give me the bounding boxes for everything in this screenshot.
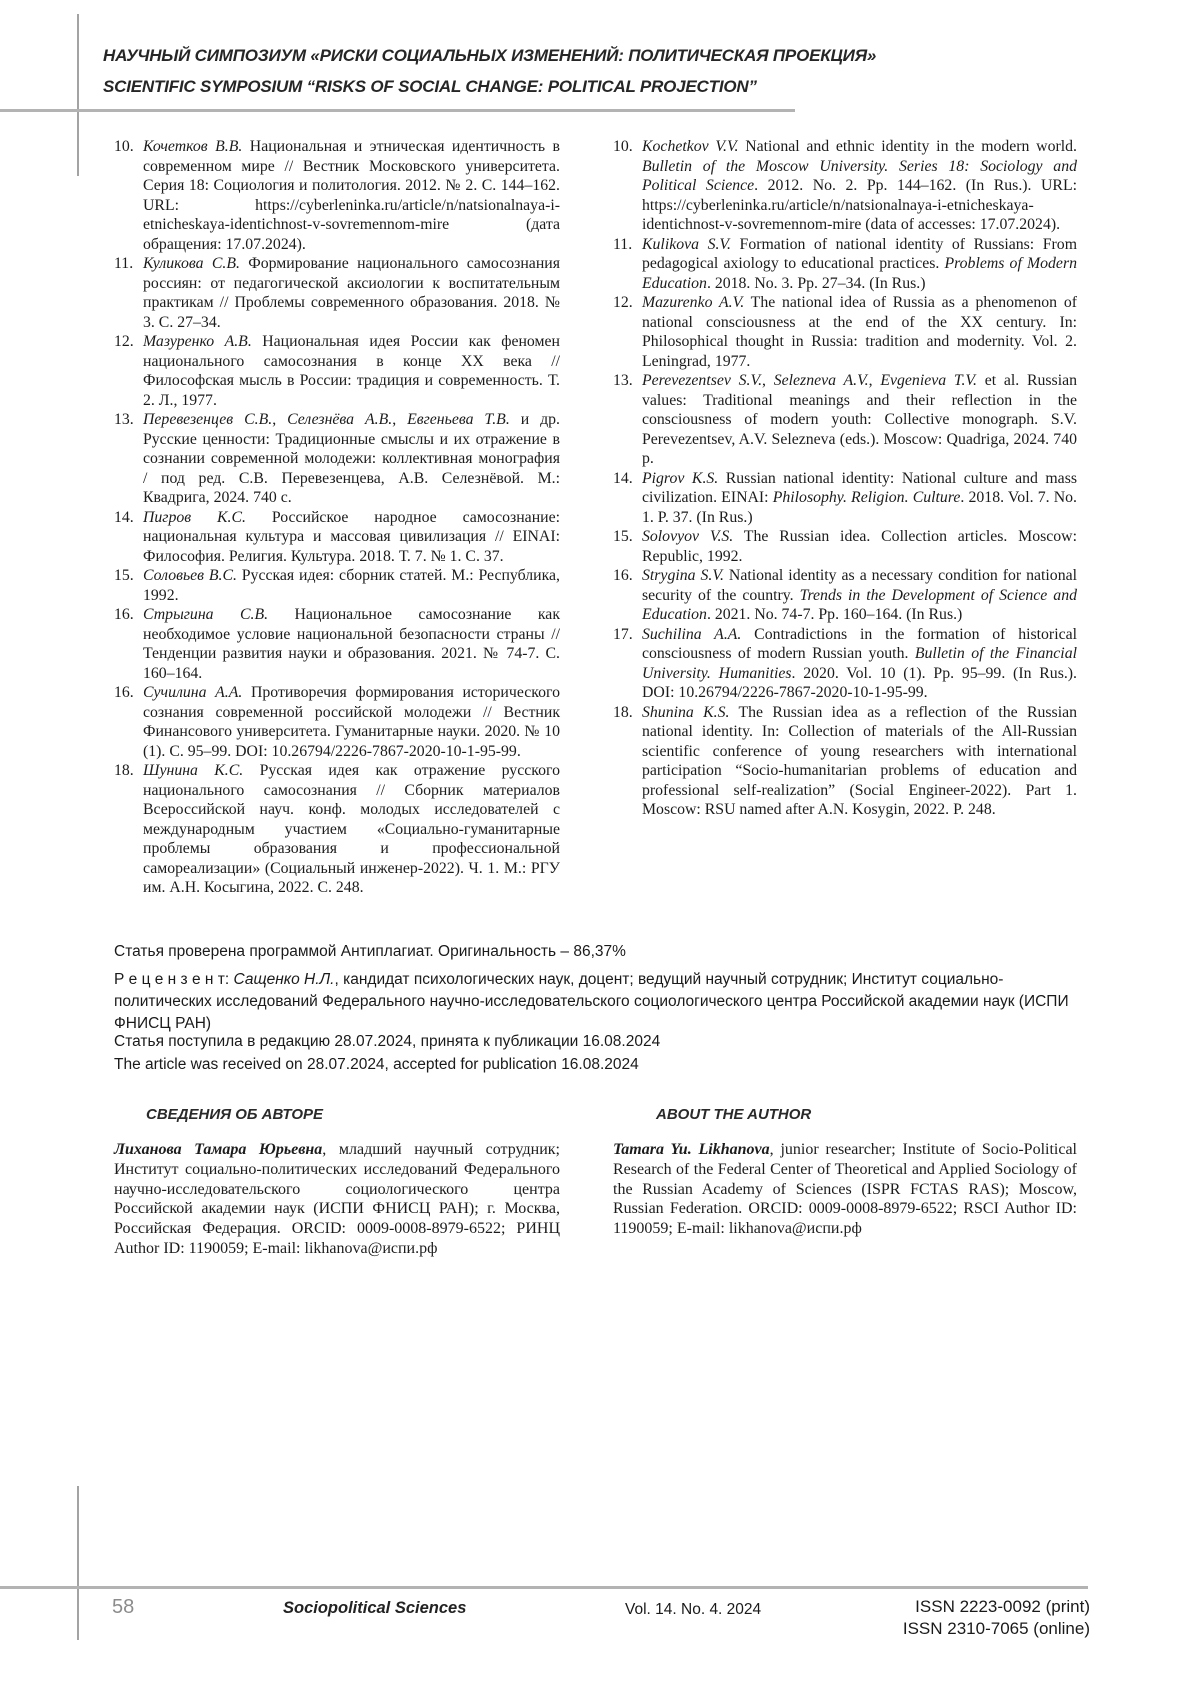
text-segment: Соловьев В.С. [143, 567, 237, 584]
reviewer-note [114, 969, 1096, 1035]
text-segment: , кандидат психологических наук, доцент; ведущий научный сотрудник; Институт социально-политических исследований Федерального научно-исследовательского социологического центра Российской академии наук (ИСПИ ФНИСЦ РАН) [114, 971, 1069, 1032]
reference-item [613, 703, 1077, 820]
reference-number: 10. [613, 138, 633, 155]
reference-item [114, 605, 560, 683]
volume-info: Vol. 14. No. 4. 2024 [625, 1601, 762, 1618]
reference-number: 11. [613, 235, 633, 253]
text-segment: et al. Russian values: Traditional meanings and their reflection in the consciousness of modern youth: Collective monograph. S.V. Perevezentsev, A.V. Selezneva (eds.). Moscow: Quadriga, 2024. 740 p. [642, 372, 1078, 467]
received-date-ru: Статья поступила в редакцию 28.07.2024, принята к публикации 16.08.2024 [114, 1033, 661, 1050]
text-segment: Национальное самосознание как необходимое условие национальной безопасности страны // Тенденции развития науки и образования. 2021. № 74-7. С. 160–164. [143, 606, 560, 682]
text-segment: , младший научный сотрудник; Институт социально-политических исследований Федерального научно-исследовательского социологического центра Российской академии наук (ИСПИ ФНИСЦ РАН); г. Москва, Российская Федерация. ORCID: 0009-0008-8979-6522; РИНЦ Author ID: 1190059; E-mail: likhanova@испи.рф [114, 1141, 560, 1257]
reference-number: 13. [114, 411, 134, 428]
text-segment: Р е ц е н з е н т: [114, 971, 234, 988]
issn-online: ISSN 2310-7065 (online) [902, 1619, 1090, 1638]
about-author-headings [114, 1106, 1077, 1123]
text-segment: The Russian idea as a reflection of the Russian national identity. In: Collection of materials of the All-Russian scientific conference of young researchers with international participation “Socio-humanitarian problems of education and professional self-realization” (Social Engineer-2022). Part 1. Moscow: RSU named after A.N. Kosygin, 2022. P. 248. [642, 703, 1077, 818]
reference-number: 17. [613, 625, 633, 643]
reference-number: 10. [114, 138, 134, 155]
text-segment: Сащенко Н.Л. [233, 971, 335, 988]
text-segment: Formation of national identity of Russians: From pedagogical axiology to educational practices. [642, 235, 1077, 272]
about-heading-ru: СВЕДЕНИЯ ОБ АВТОРЕ [146, 1106, 324, 1123]
text-segment: Перевезенцев С.В. [143, 411, 273, 428]
issn-block [903, 1596, 1090, 1640]
reference-item [613, 293, 1077, 371]
reference-number: 16. [114, 606, 134, 623]
text-segment: Russian national identity: National culture and mass civilization. EINAI: [642, 469, 1077, 506]
reference-item [114, 137, 560, 254]
references-list-en [613, 137, 1077, 898]
text-segment: , [392, 411, 408, 428]
text-segment: Противоречия формирования исторического сознания современной российской молодежи // Вестник Финансового университета. Гуманитарные науки. 2020. № 10 (1). С. 95–99. DOI: 10.26794/2226-7867-2020-10-1-95-99. [143, 684, 560, 760]
text-segment: Евгеньева Т.В. [407, 411, 510, 428]
reference-number: 13. [613, 372, 633, 389]
reference-item [613, 137, 1077, 235]
text-segment: , [868, 372, 881, 389]
text-segment: Mazurenko A.V. [642, 294, 745, 311]
reference-item [613, 527, 1077, 566]
page-number: 58 [112, 1596, 135, 1618]
header-rule [0, 109, 795, 112]
text-segment: Пигров К.С. [143, 508, 246, 526]
reference-item [114, 683, 560, 761]
reference-number: 12. [613, 294, 633, 311]
text-segment: Selezneva A.V. [773, 372, 869, 389]
text-segment: Кочетков В.В. [143, 138, 243, 155]
reference-item [114, 508, 560, 567]
reference-item [114, 254, 560, 332]
text-segment: Evgenieva T.V. [880, 372, 977, 389]
journal-title: Sociopolitical Sciences [283, 1599, 467, 1617]
issn-print: ISSN 2223-0092 (print) [915, 1597, 1090, 1616]
running-head-ru: НАУЧНЫЙ СИМПОЗИУМ «РИСКИ СОЦИАЛЬНЫХ ИЗМЕНЕНИЙ: ПОЛИТИЧЕСКАЯ ПРОЕКЦИЯ» [103, 46, 877, 65]
text-segment: Национальная и этническая идентичность в современном мире // Вестник Московского университета. Серия 18: Социология и политология. 2012. № 2. С. 144–162. URL: https://cyberleninka.ru/article/n/natsionalnaya-i-etnicheskaya-identichnost-v-sovremennom-mire (дата обращения: 17.07.2024). [143, 138, 560, 253]
text-segment: National identity as a necessary condition for national security of the country. [642, 567, 1078, 604]
bottom-margin-tick [77, 1486, 79, 1640]
reference-item [613, 625, 1077, 703]
text-segment: Contradictions in the formation of historical consciousness of modern Russian youth. [642, 625, 1077, 662]
text-segment: Suchilina A.A. [642, 625, 742, 643]
text-segment: Kulikova S.V. [642, 235, 731, 253]
text-segment: Problems of Modern Education [642, 255, 1077, 292]
text-segment: Русская идея: сборник статей. М.: Республика, 1992. [143, 567, 560, 604]
text-segment: Лиханова Тамара Юрьевна [114, 1141, 323, 1158]
text-segment: Стрыгина С.В. [143, 606, 269, 623]
text-segment: Русская идея как отражение русского национального самосознания // Сборник материалов Всероссийской науч. конф. молодых исследователей с международным участием «Социально-гуманитарные проблемы образования и профессиональной самореализации» (Социальный инженер-2022). Ч. 1. М.: РГУ им. А.Н. Косыгина, 2022. С. 248. [143, 762, 560, 896]
reference-number: 15. [613, 528, 633, 545]
reference-number: 16. [613, 567, 633, 584]
reference-number: 15. [114, 567, 134, 584]
author-bio-en [613, 1140, 1077, 1259]
text-segment: Perevezentsev S.V. [642, 372, 763, 389]
author-bios [114, 1140, 1077, 1259]
running-head-en: SCIENTIFIC SYMPOSIUM “RISKS OF SOCIAL CHANGE: POLITICAL PROJECTION” [103, 77, 757, 96]
text-segment: и др. Русские ценности: Традиционные смыслы и их отражение в сознании современной молодежи: коллективная монография / под ред. С.В. Перевезенцева, А.В. Селезнёвой. М.: Квадрига, 2024. 740 с. [143, 411, 560, 506]
text-segment: Национальная идея России как феномен национального самосознания в конце XX века // Философская мысль в России: традиция и современность. Т. 2. Л., 1977. [143, 333, 560, 409]
text-segment: Селезнёва А.В. [287, 411, 393, 428]
author-bio-ru [114, 1140, 560, 1259]
text-segment: Шунина К.С. [143, 762, 244, 779]
text-segment: . 2012. No. 2. Pp. 144–162. (In Rus.). URL: https://cyberleninka.ru/article/n/natsionalnaya-i-etnicheskaya-identichnost-v-sovremennom-mire (data of accesses: 17.07.2024). [642, 177, 1077, 233]
top-margin-tick [77, 14, 79, 176]
reference-item [114, 332, 560, 410]
text-segment: Российское народное самосознание: национальная культура и массовая цивилизация // EINAI: Философия. Религия. Культура. 2018. Т. 7. № 1. С. 37. [143, 508, 561, 565]
running-head [103, 40, 1003, 102]
about-heading-en: ABOUT THE AUTHOR [656, 1106, 812, 1123]
text-segment: Bulletin of the Financial University. Humanities [642, 645, 1077, 682]
text-segment: Куликова С.В. [143, 255, 240, 272]
text-segment: The Russian idea. Collection articles. Moscow: Republic, 1992. [642, 528, 1077, 565]
reference-item [613, 469, 1077, 528]
reference-number: 18. [114, 762, 134, 779]
text-segment: Shunina K.S. [642, 703, 730, 721]
reference-number: 16. [114, 684, 134, 701]
reference-number: 11. [114, 255, 134, 272]
text-segment: Solovyov V.S. [642, 528, 734, 545]
text-segment: Tamara Yu. Likhanova [613, 1141, 770, 1158]
reference-item [114, 410, 560, 508]
footer-rule [0, 1586, 1088, 1589]
antiplagiat-note: Статья проверена программой Антиплагиат. Оригинальность – 86,37% [114, 943, 626, 960]
text-segment: Trends in the Development of Science and Education [642, 586, 1077, 623]
text-segment: Bulletin of the Moscow University. Series 18: Sociology and Political Science [642, 157, 1077, 194]
reference-number: 14. [114, 508, 134, 526]
text-segment: , [762, 372, 774, 389]
reference-item [613, 371, 1077, 469]
text-segment: Pigrov K.S. [642, 469, 719, 487]
received-date-en: The article was received on 28.07.2024, accepted for publication 16.08.2024 [114, 1056, 639, 1073]
reference-item [613, 235, 1077, 294]
reference-item [613, 566, 1077, 625]
text-segment: . 2021. No. 74-7. Pp. 160–164. (In Rus.) [706, 606, 963, 623]
text-segment: Формирование национального самосознания россиян: от педагогической аксиологии к воспитательным практикам // Проблемы современного образования. 2018. № 3. С. 27–34. [143, 255, 560, 331]
text-segment: Мазуренко А.В. [143, 333, 252, 350]
text-segment: , [272, 411, 288, 428]
text-segment: Strygina S.V. [642, 567, 724, 584]
text-segment: Сучилина А.А. [143, 684, 243, 701]
reference-item [114, 761, 560, 898]
references-section [114, 137, 1077, 898]
text-segment: The national idea of Russia as a phenomenon of national consciousness at the end of the XX century. In: Philosophical thought in Russia: tradition and modernity. Vol. 2. Leningrad, 1977. [642, 294, 1077, 370]
reference-number: 14. [613, 469, 633, 487]
text-segment: . 2018. No. 3. Pp. 27–34. (In Rus.) [706, 274, 926, 292]
text-segment: , junior researcher; Institute of Socio-Political Research of the Federal Center of Theoretical and Applied Sociology of the Russian Academy of Sciences (ISPR FCTAS RAS); Moscow, Russian Federation. ORCID: 0009-0008-8979-6522; RSCI Author ID: 1190059; E-mail: likhanova@испи.рф [613, 1141, 1078, 1238]
reference-number: 18. [613, 703, 633, 721]
text-segment: National and ethnic identity in the modern world. [738, 138, 1077, 155]
text-segment: . 2018. Vol. 7. No. 1. P. 37. (In Rus.) [642, 489, 1077, 526]
reference-item [114, 566, 560, 605]
references-list-ru [114, 137, 560, 898]
text-segment: Philosophy. Religion. Culture [772, 489, 961, 506]
reference-number: 12. [114, 333, 134, 350]
text-segment: Kochetkov V.V. [642, 138, 739, 155]
text-segment: . 2020. Vol. 10 (1). Pp. 95–99. (In Rus.). DOI: 10.26794/2226-7867-2020-10-1-95-99. [642, 664, 1078, 701]
